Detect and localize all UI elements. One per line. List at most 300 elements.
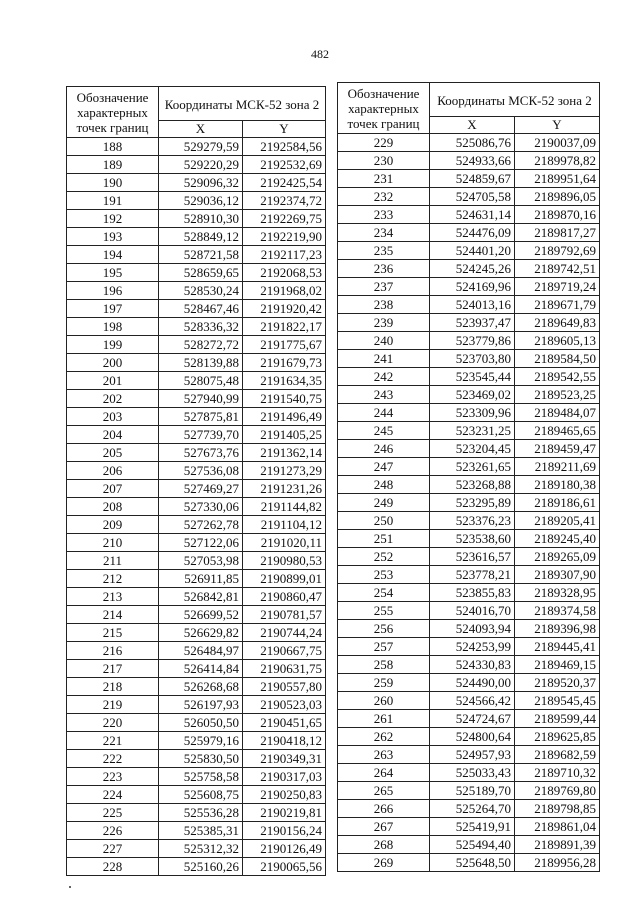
x-coordinate: 529220,29 bbox=[159, 156, 243, 174]
y-coordinate: 2189956,28 bbox=[515, 854, 600, 872]
table-row bbox=[67, 714, 326, 732]
x-coordinate: 527122,06 bbox=[159, 534, 243, 552]
table-row bbox=[338, 278, 600, 296]
table-row bbox=[338, 854, 600, 872]
y-coordinate: 2191362,14 bbox=[243, 444, 326, 462]
table-row bbox=[67, 462, 326, 480]
point-number: 234 bbox=[338, 224, 430, 242]
y-coordinate: 2189542,55 bbox=[515, 368, 600, 386]
y-coordinate: 2190980,53 bbox=[243, 552, 326, 570]
table-row bbox=[338, 404, 600, 422]
y-coordinate: 2190065,56 bbox=[243, 858, 326, 876]
x-coordinate: 527053,98 bbox=[159, 552, 243, 570]
table-row bbox=[67, 552, 326, 570]
x-coordinate: 528530,24 bbox=[159, 282, 243, 300]
point-number: 225 bbox=[67, 804, 159, 822]
point-number: 222 bbox=[67, 750, 159, 768]
point-number: 216 bbox=[67, 642, 159, 660]
table-row bbox=[67, 750, 326, 768]
point-number: 210 bbox=[67, 534, 159, 552]
table-row bbox=[338, 566, 600, 584]
x-coordinate: 524016,70 bbox=[430, 602, 515, 620]
point-number: 202 bbox=[67, 390, 159, 408]
y-coordinate: 2190219,81 bbox=[243, 804, 326, 822]
x-coordinate: 527875,81 bbox=[159, 408, 243, 426]
x-coordinate: 525648,50 bbox=[430, 854, 515, 872]
point-number: 251 bbox=[338, 530, 430, 548]
x-coordinate: 525264,70 bbox=[430, 800, 515, 818]
point-number: 227 bbox=[67, 840, 159, 858]
y-coordinate: 2189951,64 bbox=[515, 170, 600, 188]
point-number: 238 bbox=[338, 296, 430, 314]
y-coordinate: 2189469,15 bbox=[515, 656, 600, 674]
y-coordinate: 2191020,11 bbox=[243, 534, 326, 552]
y-coordinate: 2191405,25 bbox=[243, 426, 326, 444]
table-row bbox=[338, 242, 600, 260]
point-number: 226 bbox=[67, 822, 159, 840]
y-coordinate: 2190250,83 bbox=[243, 786, 326, 804]
table-row bbox=[338, 782, 600, 800]
y-coordinate: 2189861,04 bbox=[515, 818, 600, 836]
table-row bbox=[338, 206, 600, 224]
table-row bbox=[338, 260, 600, 278]
y-coordinate: 2190349,31 bbox=[243, 750, 326, 768]
y-coordinate: 2190631,75 bbox=[243, 660, 326, 678]
point-number: 241 bbox=[338, 350, 430, 368]
x-coordinate: 523703,80 bbox=[430, 350, 515, 368]
y-coordinate: 2190156,24 bbox=[243, 822, 326, 840]
x-coordinate: 525086,76 bbox=[430, 134, 515, 152]
table-row bbox=[67, 732, 326, 750]
x-coordinate: 524631,14 bbox=[430, 206, 515, 224]
x-coordinate: 524800,64 bbox=[430, 728, 515, 746]
table-row bbox=[338, 458, 600, 476]
table-row bbox=[67, 300, 326, 318]
y-coordinate: 2189180,38 bbox=[515, 476, 600, 494]
x-coordinate: 527262,78 bbox=[159, 516, 243, 534]
x-coordinate: 528849,12 bbox=[159, 228, 243, 246]
y-coordinate: 2189205,41 bbox=[515, 512, 600, 530]
x-coordinate: 523376,23 bbox=[430, 512, 515, 530]
x-coordinate: 523545,44 bbox=[430, 368, 515, 386]
x-coordinate: 525419,91 bbox=[430, 818, 515, 836]
table-row bbox=[67, 354, 326, 372]
table-row bbox=[67, 498, 326, 516]
table-row bbox=[67, 696, 326, 714]
table-row bbox=[67, 768, 326, 786]
point-number: 258 bbox=[338, 656, 430, 674]
point-number: 197 bbox=[67, 300, 159, 318]
point-number: 206 bbox=[67, 462, 159, 480]
y-coordinate: 2191104,12 bbox=[243, 516, 326, 534]
y-coordinate: 2190418,12 bbox=[243, 732, 326, 750]
x-coordinate: 528139,88 bbox=[159, 354, 243, 372]
y-coordinate: 2189625,85 bbox=[515, 728, 600, 746]
y-coordinate: 2189211,69 bbox=[515, 458, 600, 476]
y-header: Y bbox=[515, 117, 600, 134]
point-number: 208 bbox=[67, 498, 159, 516]
y-coordinate: 2192532,69 bbox=[243, 156, 326, 174]
x-coordinate: 524705,58 bbox=[430, 188, 515, 206]
y-coordinate: 2189605,13 bbox=[515, 332, 600, 350]
table-row bbox=[67, 372, 326, 390]
y-coordinate: 2189584,50 bbox=[515, 350, 600, 368]
y-coordinate: 2190781,57 bbox=[243, 606, 326, 624]
y-coordinate: 2190523,03 bbox=[243, 696, 326, 714]
point-number: 207 bbox=[67, 480, 159, 498]
point-number: 235 bbox=[338, 242, 430, 260]
table-row bbox=[338, 332, 600, 350]
table-row bbox=[338, 602, 600, 620]
x-coordinate: 525385,31 bbox=[159, 822, 243, 840]
y-coordinate: 2191775,67 bbox=[243, 336, 326, 354]
point-number: 198 bbox=[67, 318, 159, 336]
x-coordinate: 523231,25 bbox=[430, 422, 515, 440]
point-number: 268 bbox=[338, 836, 430, 854]
x-coordinate: 529036,12 bbox=[159, 192, 243, 210]
point-number: 252 bbox=[338, 548, 430, 566]
x-coordinate: 527673,76 bbox=[159, 444, 243, 462]
point-number: 237 bbox=[338, 278, 430, 296]
table-row bbox=[338, 638, 600, 656]
x-coordinate: 525189,70 bbox=[430, 782, 515, 800]
y-coordinate: 2192374,72 bbox=[243, 192, 326, 210]
x-coordinate: 523538,60 bbox=[430, 530, 515, 548]
x-coordinate: 524093,94 bbox=[430, 620, 515, 638]
table-row bbox=[338, 800, 600, 818]
scan-speck bbox=[69, 886, 71, 888]
table-row bbox=[338, 422, 600, 440]
table-row bbox=[67, 786, 326, 804]
point-number: 219 bbox=[67, 696, 159, 714]
table-row bbox=[67, 588, 326, 606]
coordinates-table-right bbox=[337, 82, 600, 872]
point-number: 192 bbox=[67, 210, 159, 228]
x-coordinate: 524476,09 bbox=[430, 224, 515, 242]
point-number: 262 bbox=[338, 728, 430, 746]
table-row bbox=[338, 350, 600, 368]
x-coordinate: 523937,47 bbox=[430, 314, 515, 332]
table-row bbox=[67, 678, 326, 696]
table-row bbox=[67, 138, 326, 156]
x-coordinate: 524859,67 bbox=[430, 170, 515, 188]
table-row bbox=[338, 818, 600, 836]
x-coordinate: 525758,58 bbox=[159, 768, 243, 786]
table-row bbox=[67, 660, 326, 678]
point-number: 191 bbox=[67, 192, 159, 210]
table-row bbox=[338, 368, 600, 386]
y-coordinate: 2189891,39 bbox=[515, 836, 600, 854]
x-coordinate: 526050,50 bbox=[159, 714, 243, 732]
x-coordinate: 524566,42 bbox=[430, 692, 515, 710]
y-header: Y bbox=[243, 121, 326, 138]
point-number: 199 bbox=[67, 336, 159, 354]
y-coordinate: 2191540,75 bbox=[243, 390, 326, 408]
table-row bbox=[67, 570, 326, 588]
x-coordinate: 528721,58 bbox=[159, 246, 243, 264]
point-number: 240 bbox=[338, 332, 430, 350]
x-coordinate: 524933,66 bbox=[430, 152, 515, 170]
y-coordinate: 2189742,51 bbox=[515, 260, 600, 278]
x-coordinate: 526197,93 bbox=[159, 696, 243, 714]
table-row bbox=[338, 746, 600, 764]
coordinates-body-right bbox=[338, 134, 600, 872]
y-coordinate: 2192068,53 bbox=[243, 264, 326, 282]
x-coordinate: 526699,52 bbox=[159, 606, 243, 624]
x-coordinate: 523778,21 bbox=[430, 566, 515, 584]
point-number: 193 bbox=[67, 228, 159, 246]
table-row bbox=[338, 170, 600, 188]
point-number: 230 bbox=[338, 152, 430, 170]
point-number: 255 bbox=[338, 602, 430, 620]
point-number: 254 bbox=[338, 584, 430, 602]
point-number: 188 bbox=[67, 138, 159, 156]
table-row bbox=[67, 606, 326, 624]
point-number: 265 bbox=[338, 782, 430, 800]
designation-header: Обозначение характерных точек границ bbox=[67, 87, 159, 138]
y-coordinate: 2189307,90 bbox=[515, 566, 600, 584]
table-row bbox=[338, 674, 600, 692]
y-coordinate: 2192269,75 bbox=[243, 210, 326, 228]
designation-header: Обозначение характерных точек границ bbox=[338, 83, 430, 134]
table-row bbox=[338, 512, 600, 530]
y-coordinate: 2189896,05 bbox=[515, 188, 600, 206]
table-row bbox=[67, 282, 326, 300]
point-number: 249 bbox=[338, 494, 430, 512]
point-number: 267 bbox=[338, 818, 430, 836]
table-row bbox=[338, 386, 600, 404]
point-number: 203 bbox=[67, 408, 159, 426]
point-number: 213 bbox=[67, 588, 159, 606]
table-row bbox=[338, 728, 600, 746]
coordinates-table-left bbox=[66, 86, 326, 876]
coordinates-body-left bbox=[67, 138, 326, 876]
y-coordinate: 2191634,35 bbox=[243, 372, 326, 390]
x-coordinate: 529279,59 bbox=[159, 138, 243, 156]
table-row bbox=[338, 548, 600, 566]
y-coordinate: 2189265,09 bbox=[515, 548, 600, 566]
point-number: 260 bbox=[338, 692, 430, 710]
point-number: 245 bbox=[338, 422, 430, 440]
x-coordinate: 528336,32 bbox=[159, 318, 243, 336]
table-row bbox=[67, 228, 326, 246]
x-coordinate: 526268,68 bbox=[159, 678, 243, 696]
point-number: 200 bbox=[67, 354, 159, 372]
table-row bbox=[338, 314, 600, 332]
x-coordinate: 528272,72 bbox=[159, 336, 243, 354]
x-coordinate: 525536,28 bbox=[159, 804, 243, 822]
x-coordinate: 524169,96 bbox=[430, 278, 515, 296]
table-row bbox=[338, 440, 600, 458]
y-coordinate: 2190557,80 bbox=[243, 678, 326, 696]
point-number: 194 bbox=[67, 246, 159, 264]
x-coordinate: 527940,99 bbox=[159, 390, 243, 408]
x-header: X bbox=[430, 117, 515, 134]
x-coordinate: 523855,83 bbox=[430, 584, 515, 602]
y-coordinate: 2189396,98 bbox=[515, 620, 600, 638]
point-number: 261 bbox=[338, 710, 430, 728]
table-row bbox=[67, 390, 326, 408]
x-coordinate: 526629,82 bbox=[159, 624, 243, 642]
table-row bbox=[67, 210, 326, 228]
point-number: 250 bbox=[338, 512, 430, 530]
y-coordinate: 2189465,65 bbox=[515, 422, 600, 440]
x-coordinate: 524245,26 bbox=[430, 260, 515, 278]
y-coordinate: 2190126,49 bbox=[243, 840, 326, 858]
x-coordinate: 524401,20 bbox=[430, 242, 515, 260]
table-row bbox=[67, 804, 326, 822]
point-number: 209 bbox=[67, 516, 159, 534]
y-coordinate: 2189792,69 bbox=[515, 242, 600, 260]
point-number: 190 bbox=[67, 174, 159, 192]
table-row bbox=[338, 764, 600, 782]
y-coordinate: 2191496,49 bbox=[243, 408, 326, 426]
point-number: 266 bbox=[338, 800, 430, 818]
point-number: 201 bbox=[67, 372, 159, 390]
x-coordinate: 528910,30 bbox=[159, 210, 243, 228]
table-row bbox=[67, 336, 326, 354]
point-number: 248 bbox=[338, 476, 430, 494]
point-number: 263 bbox=[338, 746, 430, 764]
y-coordinate: 2189459,47 bbox=[515, 440, 600, 458]
x-coordinate: 524253,99 bbox=[430, 638, 515, 656]
coordinates-header: Координаты МСК-52 зона 2 bbox=[430, 83, 600, 117]
table-row bbox=[67, 246, 326, 264]
point-number: 220 bbox=[67, 714, 159, 732]
table-row bbox=[67, 624, 326, 642]
table-row bbox=[338, 584, 600, 602]
point-number: 247 bbox=[338, 458, 430, 476]
x-coordinate: 525494,40 bbox=[430, 836, 515, 854]
x-coordinate: 524490,00 bbox=[430, 674, 515, 692]
x-coordinate: 525312,32 bbox=[159, 840, 243, 858]
point-number: 211 bbox=[67, 552, 159, 570]
y-coordinate: 2192584,56 bbox=[243, 138, 326, 156]
x-coordinate: 527536,08 bbox=[159, 462, 243, 480]
y-coordinate: 2191920,42 bbox=[243, 300, 326, 318]
point-number: 229 bbox=[338, 134, 430, 152]
x-coordinate: 523268,88 bbox=[430, 476, 515, 494]
table-row bbox=[67, 408, 326, 426]
table-row bbox=[67, 156, 326, 174]
x-coordinate: 527330,06 bbox=[159, 498, 243, 516]
point-number: 217 bbox=[67, 660, 159, 678]
table-row bbox=[67, 426, 326, 444]
x-coordinate: 523261,65 bbox=[430, 458, 515, 476]
y-coordinate: 2189328,95 bbox=[515, 584, 600, 602]
x-coordinate: 528467,46 bbox=[159, 300, 243, 318]
point-number: 264 bbox=[338, 764, 430, 782]
table-row bbox=[338, 530, 600, 548]
x-coordinate: 525830,50 bbox=[159, 750, 243, 768]
point-number: 243 bbox=[338, 386, 430, 404]
y-coordinate: 2189523,25 bbox=[515, 386, 600, 404]
x-coordinate: 528075,48 bbox=[159, 372, 243, 390]
x-coordinate: 526842,81 bbox=[159, 588, 243, 606]
table-row bbox=[338, 836, 600, 854]
point-number: 239 bbox=[338, 314, 430, 332]
table-row bbox=[67, 192, 326, 210]
table-row bbox=[67, 444, 326, 462]
point-number: 205 bbox=[67, 444, 159, 462]
y-coordinate: 2192425,54 bbox=[243, 174, 326, 192]
table-row bbox=[67, 642, 326, 660]
y-coordinate: 2189445,41 bbox=[515, 638, 600, 656]
table-row bbox=[67, 480, 326, 498]
table-row bbox=[338, 476, 600, 494]
table-row bbox=[67, 858, 326, 876]
point-number: 232 bbox=[338, 188, 430, 206]
table-row bbox=[67, 534, 326, 552]
x-coordinate: 527469,27 bbox=[159, 480, 243, 498]
x-coordinate: 523616,57 bbox=[430, 548, 515, 566]
point-number: 215 bbox=[67, 624, 159, 642]
point-number: 256 bbox=[338, 620, 430, 638]
x-coordinate: 526414,84 bbox=[159, 660, 243, 678]
y-coordinate: 2190037,09 bbox=[515, 134, 600, 152]
y-coordinate: 2189186,61 bbox=[515, 494, 600, 512]
x-coordinate: 524724,67 bbox=[430, 710, 515, 728]
y-coordinate: 2189870,16 bbox=[515, 206, 600, 224]
x-coordinate: 523295,89 bbox=[430, 494, 515, 512]
y-coordinate: 2189245,40 bbox=[515, 530, 600, 548]
table-row bbox=[338, 692, 600, 710]
y-coordinate: 2191679,73 bbox=[243, 354, 326, 372]
point-number: 212 bbox=[67, 570, 159, 588]
y-coordinate: 2190451,65 bbox=[243, 714, 326, 732]
coordinates-header: Координаты МСК-52 зона 2 bbox=[159, 87, 326, 121]
table-row bbox=[67, 840, 326, 858]
point-number: 246 bbox=[338, 440, 430, 458]
table-row bbox=[338, 710, 600, 728]
point-number: 218 bbox=[67, 678, 159, 696]
point-number: 244 bbox=[338, 404, 430, 422]
y-coordinate: 2191273,29 bbox=[243, 462, 326, 480]
x-coordinate: 523779,86 bbox=[430, 332, 515, 350]
y-coordinate: 2189374,58 bbox=[515, 602, 600, 620]
table-row bbox=[338, 224, 600, 242]
point-number: 236 bbox=[338, 260, 430, 278]
x-coordinate: 529096,32 bbox=[159, 174, 243, 192]
y-coordinate: 2189484,07 bbox=[515, 404, 600, 422]
y-coordinate: 2189545,45 bbox=[515, 692, 600, 710]
point-number: 214 bbox=[67, 606, 159, 624]
table-row bbox=[67, 264, 326, 282]
y-coordinate: 2189671,79 bbox=[515, 296, 600, 314]
y-coordinate: 2189817,27 bbox=[515, 224, 600, 242]
page-number: 482 bbox=[311, 47, 329, 61]
y-coordinate: 2192219,90 bbox=[243, 228, 326, 246]
table-row bbox=[338, 296, 600, 314]
y-coordinate: 2189719,24 bbox=[515, 278, 600, 296]
x-coordinate: 526911,85 bbox=[159, 570, 243, 588]
y-coordinate: 2190744,24 bbox=[243, 624, 326, 642]
y-coordinate: 2190860,47 bbox=[243, 588, 326, 606]
y-coordinate: 2192117,23 bbox=[243, 246, 326, 264]
y-coordinate: 2191822,17 bbox=[243, 318, 326, 336]
table-row bbox=[67, 516, 326, 534]
table-row bbox=[338, 152, 600, 170]
table-row bbox=[67, 174, 326, 192]
x-coordinate: 528659,65 bbox=[159, 264, 243, 282]
x-coordinate: 525160,26 bbox=[159, 858, 243, 876]
point-number: 242 bbox=[338, 368, 430, 386]
table-row bbox=[67, 318, 326, 336]
point-number: 253 bbox=[338, 566, 430, 584]
point-number: 231 bbox=[338, 170, 430, 188]
y-coordinate: 2189599,44 bbox=[515, 710, 600, 728]
x-header: X bbox=[159, 121, 243, 138]
